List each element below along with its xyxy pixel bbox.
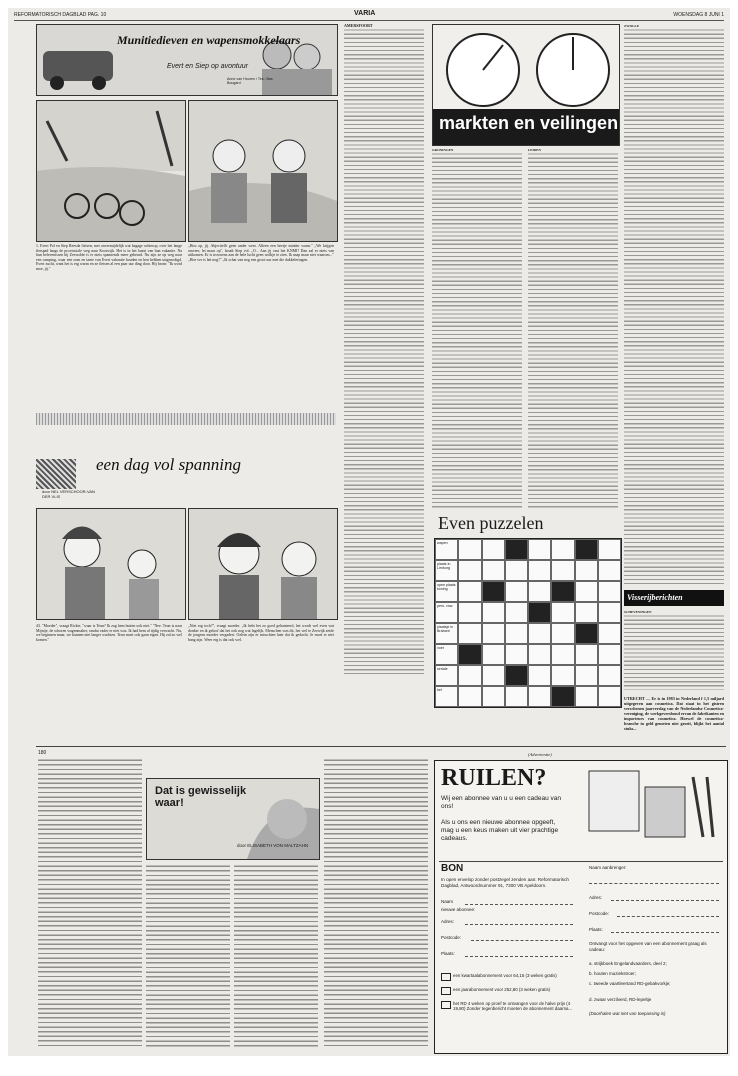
- puzzle-clue-brabant: plaatsje in Brabant: [435, 623, 458, 644]
- market-column-1: [344, 24, 424, 674]
- puzzle-clue-vnw: pers. vnw.: [435, 602, 458, 623]
- checkbox-kwartaal[interactable]: [441, 973, 451, 981]
- comic2-title: een dag vol spanning: [96, 455, 241, 474]
- gift-d[interactable]: d. zwaar verzilverd, RD-lepeltje: [589, 997, 652, 1002]
- comic2-caption-right: „Niet erg toch?", vraagt moeder. „Ik hebt het zo goed gehanteerd, het wordt wel even wat donker en ik geloof dat het ook nog wat lagelijk. Menschen was dit, het wel te Zeewijk zeide de jongens moeder vergadert. Ozlein zijn er misschien later dat ik gedacht. Je moet er niet bang zijn. Weer erg is dat ook wel.: [188, 624, 334, 642]
- ruilen-title: RUILEN?: [441, 765, 547, 791]
- field-label-naam: Naam: [441, 899, 454, 904]
- ruilen-gifts-illustration: [585, 767, 721, 847]
- input-plaats[interactable]: [465, 956, 573, 957]
- checkbox-jaar[interactable]: [441, 987, 451, 995]
- puzzle-title: Even puzzelen: [438, 513, 544, 533]
- comic1-panel-left-art: [37, 101, 185, 241]
- comic1-panel-right-art: [189, 101, 337, 241]
- input-postcode[interactable]: [471, 940, 573, 941]
- market-entry-zwolle: ZWOLLE: [624, 24, 724, 28]
- cosmetica-notice: UTRECHT — Er is in 1983 in Nederland f 1,5 miljard uitgegeven aan cosmetica. Dat staat in het gistren verschenen jaarverslag van de Nederlandse Cosmetica-vereniging, de werkgeversbond ervan de fabrikanten en importeurs van cosmetica. Hoewel de cosmetica-branche in geld gemeten niet groeit, blijkt het aantal stuks...: [624, 696, 724, 731]
- advertentie-label: (Advertentie): [528, 752, 552, 757]
- comic1-title: Munitiedieven en wapensmokkelaars: [117, 33, 301, 47]
- puzzle-clue-voet: voet: [435, 644, 458, 665]
- page-header: [14, 10, 724, 21]
- checkbox-proef[interactable]: [441, 1001, 451, 1009]
- comic2-banner: [36, 453, 336, 501]
- ruilen-divider: [439, 861, 723, 862]
- right-label-adres: Adres:: [589, 895, 603, 900]
- market-entry-amersfoort: AMERSFOORT: [344, 24, 424, 28]
- story-column-2: [146, 864, 230, 1048]
- market-column-2: [432, 148, 522, 508]
- visserij-title: Visserijberichten: [624, 590, 724, 606]
- right-label-naam: Naam aanbrenger:: [589, 865, 627, 870]
- puzzle-clue-koning: open plaats koning: [435, 581, 458, 602]
- field-label-postcode: Postcode:: [441, 935, 462, 940]
- story-column-4: [324, 758, 428, 1048]
- comic2-panel-left-art: [37, 509, 185, 619]
- ruilen-offer: Als u ons een nieuwe abonnee opgeeft, mag u een keus maken uit vier prachtige cadeaus.: [441, 819, 559, 842]
- market-entry-leiden: LEIDEN: [528, 148, 618, 152]
- market-column-3: [528, 148, 618, 508]
- paper-name: REFORMATORISCH DAGBLAD PAG. 10: [14, 12, 107, 18]
- comic1-credit: Anne van Hooren / Tek.: Bas Bougard: [227, 77, 273, 85]
- story-column-1: [38, 758, 142, 1048]
- market-title: markten en veilingen: [439, 113, 619, 133]
- visserij-text: [624, 610, 724, 690]
- comic2-pencil-art: [36, 459, 76, 489]
- field-label-nieuwe-abonnee: nieuwe abonnee:: [441, 907, 476, 912]
- story-author: door ELISABETH VON MALTZAHN: [237, 843, 309, 848]
- puzzle-clue-wapen: wapen: [435, 539, 458, 560]
- comic2-caption-left: 43. "Moeder", vraagt Rickie, "waar is Teun? Ik zag hem buiten ook niet." "Nee. Teun is naar Mijntje, de schoren wagenmaker, omdat vader er niet was. Ik had hem al tijdig verwacht. Nu, we beginnen maar, we kunnen niet langer wachten. Teun moet ook gaan eigen. Hij zal zo wel komen.": [36, 624, 182, 642]
- input-adres-aanbrenger[interactable]: [611, 900, 719, 901]
- comic1-panel-right: [188, 100, 338, 242]
- comic2-panel-right: [188, 508, 338, 620]
- input-postcode-aanbrenger[interactable]: [617, 916, 719, 917]
- right-label-plaats: Plaats:: [589, 927, 603, 932]
- story-title: Dat is gewisselijk waar!: [155, 785, 247, 809]
- issue-date: WOENSDAG 8 JUNI 1: [673, 12, 724, 18]
- market-column-4: [624, 24, 724, 584]
- ruilen-intro: Wij een abonnee van u u een cadeau van ons!: [441, 795, 561, 810]
- puzzle-clue-seriale: seriale: [435, 665, 458, 686]
- section-title: VARIA: [354, 10, 376, 17]
- story-number: 180: [38, 750, 47, 756]
- input-naam[interactable]: [465, 904, 573, 905]
- newspaper-page: [8, 8, 730, 1056]
- comic2-panel-left: [36, 508, 186, 620]
- story-column-3: [234, 864, 318, 1048]
- puzzle-clue-limburg: plaats in Limburg: [435, 560, 458, 581]
- field-label-plaats: Plaats:: [441, 951, 455, 956]
- comic1-panel-left: [36, 100, 186, 242]
- puzzle-grid[interactable]: [434, 538, 622, 708]
- puzzle-clue-kef: kef: [435, 686, 458, 707]
- option-jaar: een jaarabonnement voor 252,80 (3 weken gratis): [453, 987, 551, 992]
- bottom-section-rule: [36, 746, 726, 747]
- comic1-banner: [36, 24, 338, 96]
- market-header-graphic: [432, 24, 620, 146]
- ruilen-advert: [434, 760, 728, 1054]
- comic1-caption-left: 1. Evert Pol en Siep Reesda fietsen, met onvermijdelijk wat bagage achterop, over het lange fietspad langs de provinciale weg naar Kootwijk. Het is in het laatst van hun vakantie. Na hun belevenissen bij Zeewolde is er niets spannends meer gebeurd. Nu zijn ze op weg naar een camping, waar een oom en tante van Evert vakantie houden en hen hebben uitgenodigd. Evert zucht, want het is erg warm en ze fietsen al een paar uur ding door. Hij brom: "Ik word moe, jij.": [36, 244, 182, 271]
- story-header-image: [146, 778, 320, 860]
- input-plaats-aanbrenger[interactable]: [611, 932, 719, 933]
- comic2-panel-right-art: [189, 509, 337, 619]
- input-naam-aanbrenger[interactable]: [589, 883, 719, 884]
- comic1-caption-right: „Hou op, jij. Abjectielft geen ander weer. Alleen een beetje minder warm." „We krijgen onweer, let maar op", houdt Siep vol. „O... Aan jij vast het KNMI? Dan zal er niets van uitkomen. Er is trouwens aan de hele lucht geen wolkje te zien. Ik snap maar niet waarom..." „Hoe ver is het nog?" „Ik schat van nog een groot uur met die dakkeleringen.: [188, 244, 334, 262]
- gift-b[interactable]: b. houten muziekstroer;: [589, 971, 637, 976]
- option-proef: het RD 4 weken op proef te ontvangen voor de halve prijs (4 19,80) Zonder tegenbericht moeten de abonnement daarna...: [453, 1001, 573, 1012]
- footer-note: (Doorhalen wat niet van toepassing is): [589, 1011, 666, 1016]
- field-label-adres: Adres:: [441, 919, 455, 924]
- bon-text: In open envelop zonder postzegel zenden aan: Reformatorisch Dagblad, Antwoordnummer 91, 7300 VB Apeldoorn.: [441, 877, 569, 888]
- gift-a[interactable]: a. strijkboek Engelandvaarders, deel 2;: [589, 961, 667, 966]
- right-label-postcode: Postcode:: [589, 911, 610, 916]
- input-adres[interactable]: [465, 924, 573, 925]
- comic1-subtitle: Evert en Siep op avontuur: [167, 63, 248, 70]
- gifts-intro: Ontvangt voor het opgeven van een abonnement graag als cadeau:: [589, 941, 707, 952]
- bon-title: BON: [441, 863, 464, 874]
- gift-c[interactable]: c. tweede vaartleertand RD-gebakvorkje;: [589, 981, 671, 986]
- option-kwartaal: een kwartaalabonnement voor 64,15 (3 weken gratis): [453, 973, 557, 978]
- visserij-place: SCHEVENINGEN: [624, 610, 724, 614]
- section-divider: [36, 413, 336, 425]
- market-entry-groningen: GRONINGEN: [432, 148, 522, 152]
- comic2-author: door NEL VERSCHOOR-VAN DER VLIS: [42, 489, 95, 499]
